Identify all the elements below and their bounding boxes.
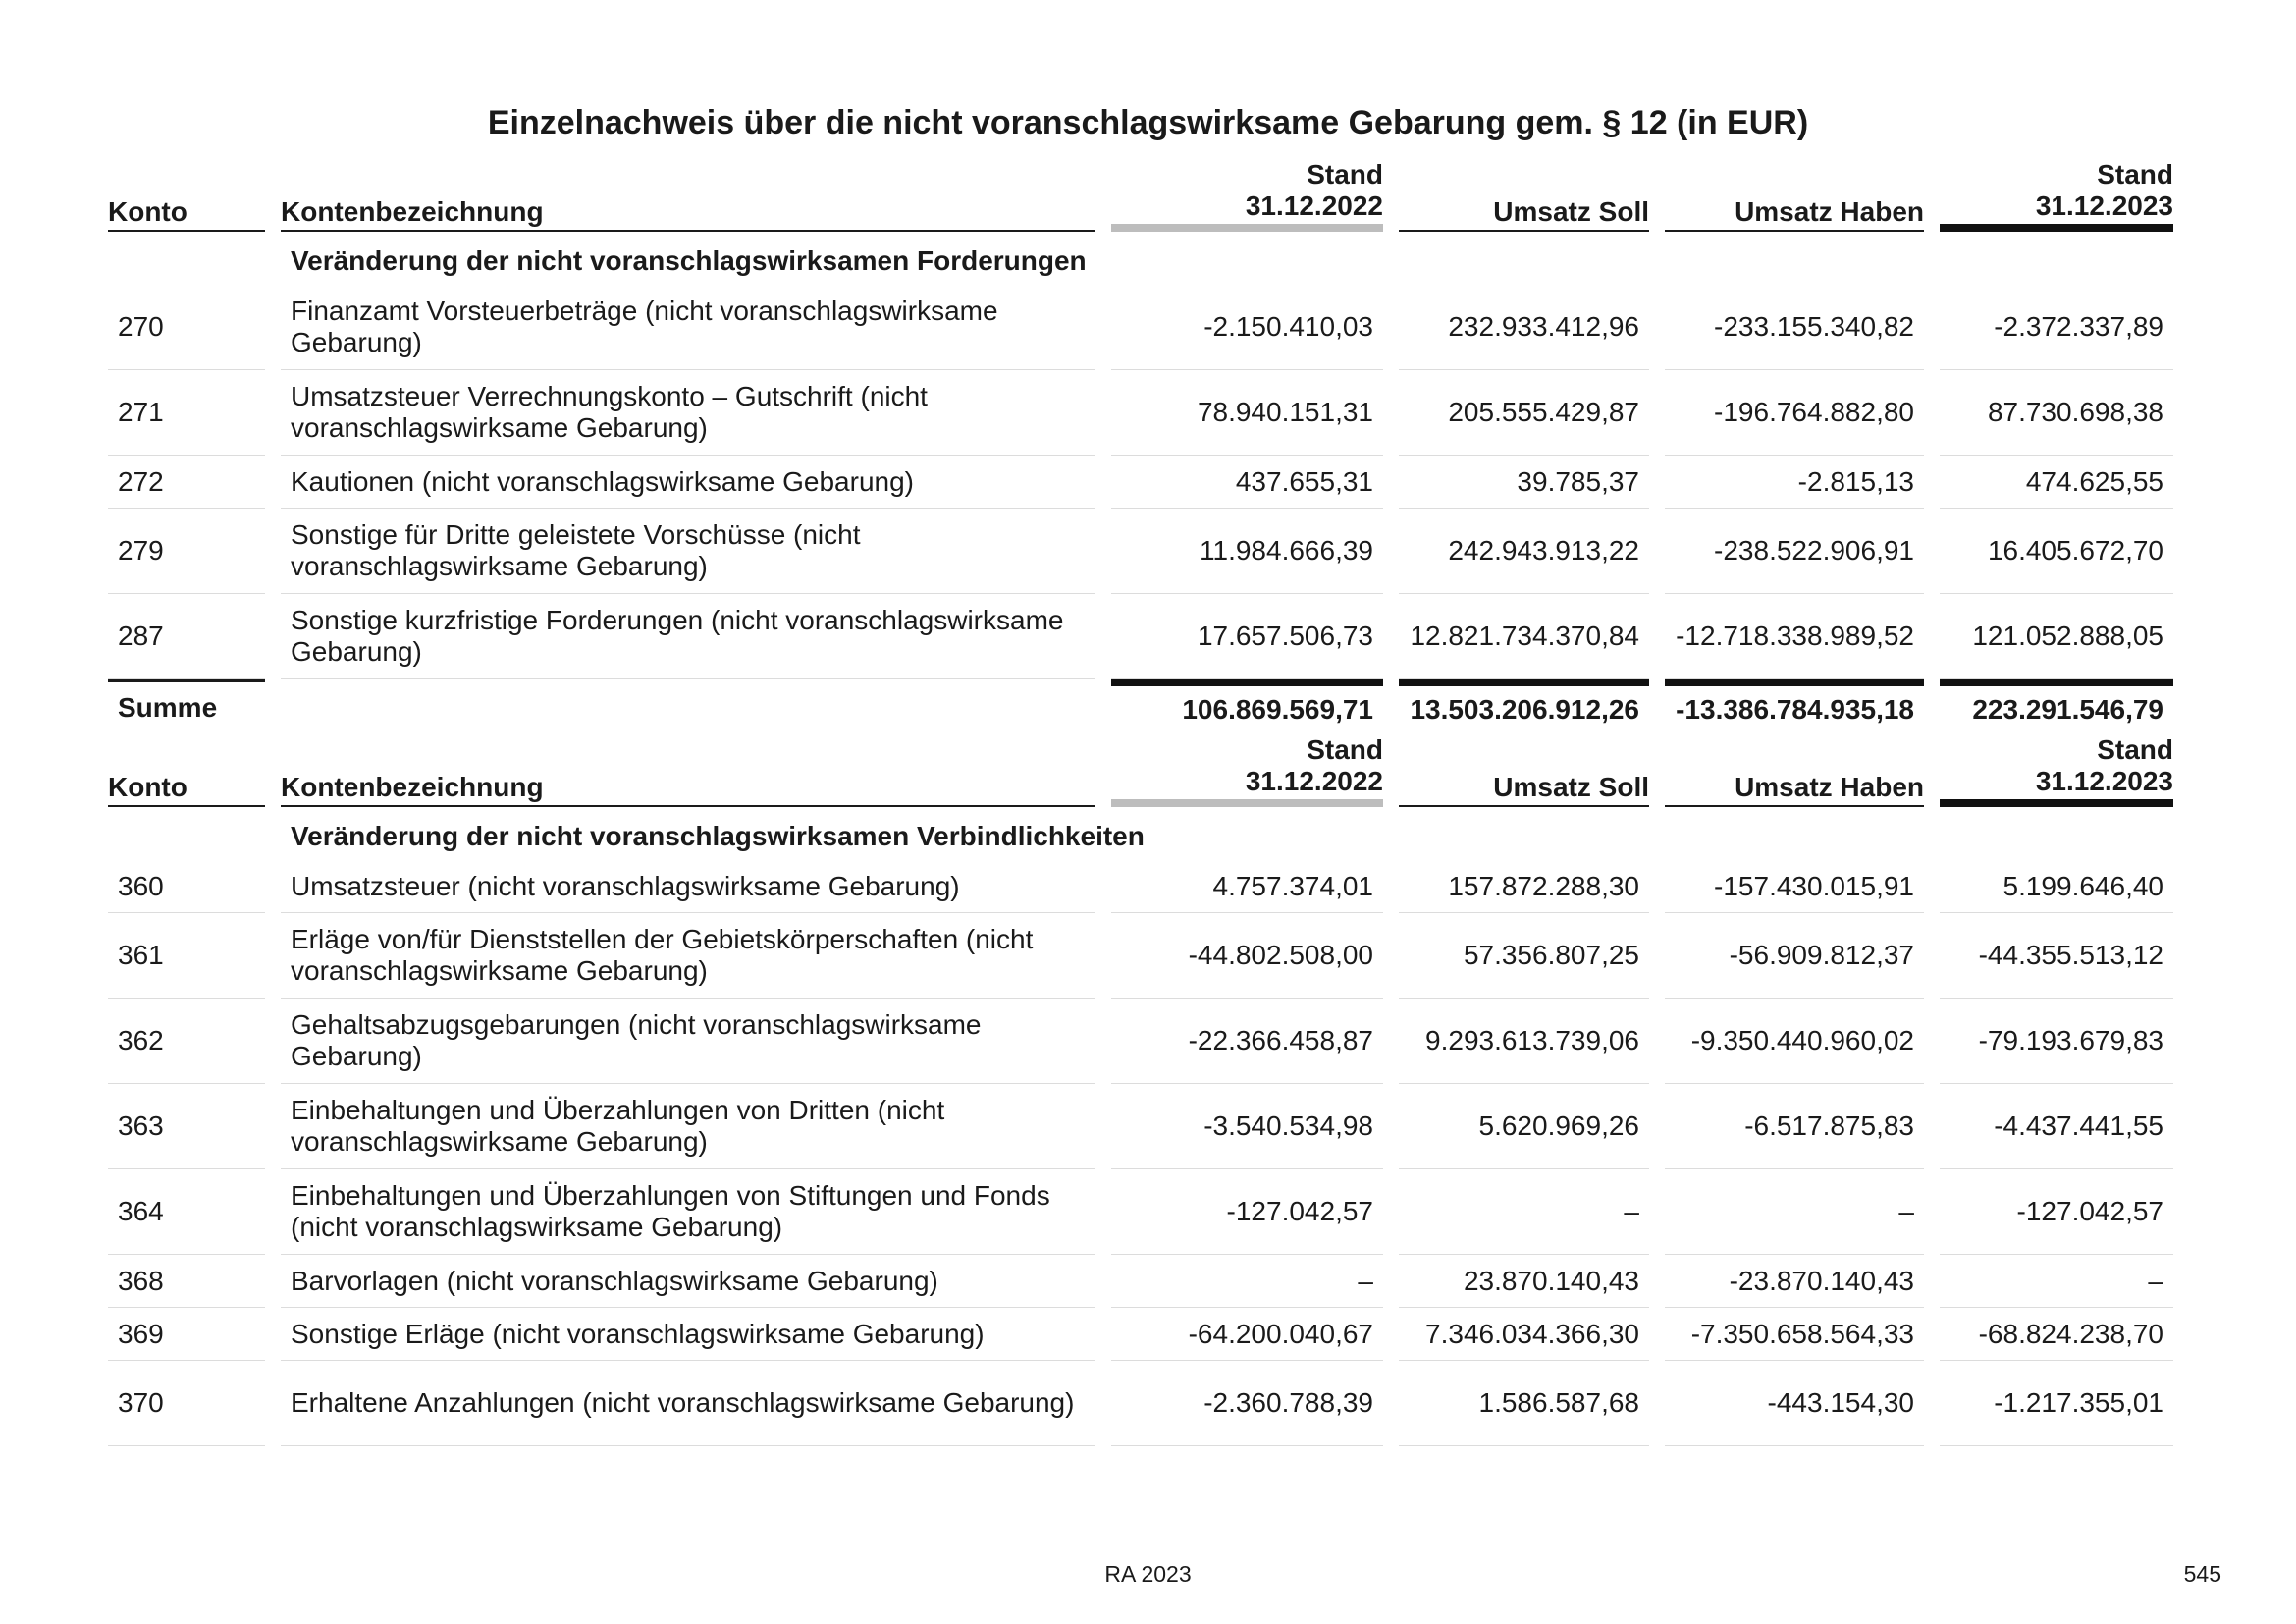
footer-page-number: 545 — [2183, 1561, 2221, 1587]
konto-cell: 369 — [108, 1308, 265, 1361]
konto-cell: 364 — [108, 1169, 265, 1255]
stand-curr-cell: -2.372.337,89 — [1940, 285, 2173, 370]
umsatz-soll-cell: 9.293.613.739,06 — [1399, 999, 1649, 1084]
umsatz-haben-cell: -56.909.812,37 — [1665, 913, 1924, 999]
umsatz-haben-cell: -12.718.338.989,52 — [1665, 594, 1924, 679]
umsatz-haben-cell: -157.430.015,91 — [1665, 860, 1924, 913]
stand-curr-cell: -1.217.355,01 — [1940, 1361, 2173, 1446]
umsatz-soll-cell: 1.586.587,68 — [1399, 1361, 1649, 1446]
kontenbezeichnung-cell: Umsatzsteuer (nicht voranschlagswirksame Gebarung) — [281, 860, 1095, 913]
table-verbindlichkeiten — [108, 734, 2177, 1446]
header-umsatz-soll: Umsatz Soll — [1399, 159, 1649, 232]
sum-umsatz-soll: 13.503.206.912,26 — [1399, 679, 1649, 733]
table-forderungen — [108, 159, 2177, 733]
umsatz-haben-cell: -443.154,30 — [1665, 1361, 1924, 1446]
stand-prev-cell: 78.940.151,31 — [1111, 370, 1383, 456]
kontenbezeichnung-cell: Einbehaltungen und Überzahlungen von Stiftungen und Fonds (nicht voranschlagswirksame Gebarung) — [281, 1169, 1095, 1255]
kontenbezeichnung-cell: Erläge von/für Dienststellen der Gebietskörperschaften (nicht voranschlagswirksame Gebarung) — [281, 913, 1095, 999]
umsatz-haben-cell: -7.350.658.564,33 — [1665, 1308, 1924, 1361]
kontenbezeichnung-cell: Finanzamt Vorsteuerbeträge (nicht voranschlagswirksame Gebarung) — [281, 285, 1095, 370]
header-umsatz-haben: Umsatz Haben — [1665, 159, 1924, 232]
umsatz-haben-cell: -233.155.340,82 — [1665, 285, 1924, 370]
umsatz-soll-cell: 12.821.734.370,84 — [1399, 594, 1649, 679]
stand-prev-cell: -3.540.534,98 — [1111, 1084, 1383, 1169]
konto-cell: 368 — [108, 1255, 265, 1308]
umsatz-haben-cell: -9.350.440.960,02 — [1665, 999, 1924, 1084]
stand-prev-cell: 437.655,31 — [1111, 456, 1383, 509]
page-title: Einzelnachweis über die nicht voranschlagswirksame Gebarung gem. § 12 (in EUR) — [487, 104, 1809, 141]
umsatz-soll-cell: 7.346.034.366,30 — [1399, 1308, 1649, 1361]
konto-cell: 362 — [108, 999, 265, 1084]
konto-cell: 360 — [108, 860, 265, 913]
stand-curr-cell: 16.405.672,70 — [1940, 509, 2173, 594]
sum-blank — [281, 679, 1095, 733]
stand-prev-cell: – — [1111, 1255, 1383, 1308]
kontenbezeichnung-cell: Umsatzsteuer Verrechnungskonto – Gutschrift (nicht voranschlagswirksame Gebarung) — [281, 370, 1095, 456]
sum-umsatz-haben: -13.386.784.935,18 — [1665, 679, 1924, 733]
header-kontenbezeichnung: Kontenbezeichnung — [281, 159, 1095, 232]
kontenbezeichnung-cell: Sonstige für Dritte geleistete Vorschüsse (nicht voranschlagswirksame Gebarung) — [281, 509, 1095, 594]
umsatz-soll-cell: 23.870.140,43 — [1399, 1255, 1649, 1308]
umsatz-haben-cell: -2.815,13 — [1665, 456, 1924, 509]
umsatz-soll-cell: 205.555.429,87 — [1399, 370, 1649, 456]
stand-curr-cell: -79.193.679,83 — [1940, 999, 2173, 1084]
sum-stand-prev: 106.869.569,71 — [1111, 679, 1383, 733]
kontenbezeichnung-cell: Erhaltene Anzahlungen (nicht voranschlagswirksame Gebarung) — [281, 1361, 1095, 1446]
kontenbezeichnung-cell: Einbehaltungen und Überzahlungen von Dritten (nicht voranschlagswirksame Gebarung) — [281, 1084, 1095, 1169]
section-spacer — [108, 232, 265, 285]
umsatz-soll-cell: 39.785,37 — [1399, 456, 1649, 509]
umsatz-soll-cell: 232.933.412,96 — [1399, 285, 1649, 370]
umsatz-soll-cell: – — [1399, 1169, 1649, 1255]
stand-prev-cell: -2.360.788,39 — [1111, 1361, 1383, 1446]
konto-cell: 370 — [108, 1361, 265, 1446]
konto-cell: 363 — [108, 1084, 265, 1169]
stand-curr-cell: 5.199.646,40 — [1940, 860, 2173, 913]
konto-cell: 270 — [108, 285, 265, 370]
header-stand-curr: Stand 31.12.2023 — [1940, 734, 2173, 807]
umsatz-soll-cell: 5.620.969,26 — [1399, 1084, 1649, 1169]
section-title-verbindlichkeiten: Veränderung der nicht voranschlagswirksamen Verbindlichkeiten — [291, 821, 1145, 851]
stand-curr-cell: 474.625,55 — [1940, 456, 2173, 509]
umsatz-haben-cell: -23.870.140,43 — [1665, 1255, 1924, 1308]
umsatz-soll-cell: 157.872.288,30 — [1399, 860, 1649, 913]
stand-prev-cell: -44.802.508,00 — [1111, 913, 1383, 999]
konto-cell: 271 — [108, 370, 265, 456]
stand-prev-cell: -127.042,57 — [1111, 1169, 1383, 1255]
header-umsatz-haben: Umsatz Haben — [1665, 734, 1924, 807]
umsatz-haben-cell: -238.522.906,91 — [1665, 509, 1924, 594]
stand-prev-cell: 17.657.506,73 — [1111, 594, 1383, 679]
umsatz-haben-cell: -196.764.882,80 — [1665, 370, 1924, 456]
stand-prev-cell: 11.984.666,39 — [1111, 509, 1383, 594]
stand-curr-cell: – — [1940, 1255, 2173, 1308]
header-stand-prev: Stand 31.12.2022 — [1111, 159, 1383, 232]
header-kontenbezeichnung: Kontenbezeichnung — [281, 734, 1095, 807]
umsatz-soll-cell: 242.943.913,22 — [1399, 509, 1649, 594]
sum-stand-curr: 223.291.546,79 — [1940, 679, 2173, 733]
section-spacer — [108, 807, 265, 860]
header-stand-prev: Stand 31.12.2022 — [1111, 734, 1383, 807]
konto-cell: 272 — [108, 456, 265, 509]
umsatz-haben-cell: -6.517.875,83 — [1665, 1084, 1924, 1169]
header-stand-curr: Stand 31.12.2023 — [1940, 159, 2173, 232]
header-konto: Konto — [108, 159, 265, 232]
footer-report-label: RA 2023 — [1104, 1561, 1192, 1587]
konto-cell: 361 — [108, 913, 265, 999]
umsatz-haben-cell: – — [1665, 1169, 1924, 1255]
section-spacer — [1399, 807, 2173, 860]
stand-prev-cell: -64.200.040,67 — [1111, 1308, 1383, 1361]
kontenbezeichnung-cell: Gehaltsabzugsgebarungen (nicht voranschlagswirksame Gebarung) — [281, 999, 1095, 1084]
stand-curr-cell: 87.730.698,38 — [1940, 370, 2173, 456]
header-umsatz-soll: Umsatz Soll — [1399, 734, 1649, 807]
kontenbezeichnung-cell: Sonstige kurzfristige Forderungen (nicht voranschlagswirksame Gebarung) — [281, 594, 1095, 679]
stand-curr-cell: -68.824.238,70 — [1940, 1308, 2173, 1361]
sum-label: Summe — [108, 679, 265, 733]
konto-cell: 279 — [108, 509, 265, 594]
umsatz-soll-cell: 57.356.807,25 — [1399, 913, 1649, 999]
kontenbezeichnung-cell: Barvorlagen (nicht voranschlagswirksame Gebarung) — [281, 1255, 1095, 1308]
header-konto: Konto — [108, 734, 265, 807]
stand-prev-cell: -2.150.410,03 — [1111, 285, 1383, 370]
stand-curr-cell: -4.437.441,55 — [1940, 1084, 2173, 1169]
section-title-forderungen: Veränderung der nicht voranschlagswirksamen Forderungen — [291, 245, 1087, 276]
stand-curr-cell: -44.355.513,12 — [1940, 913, 2173, 999]
stand-curr-cell: 121.052.888,05 — [1940, 594, 2173, 679]
kontenbezeichnung-cell: Sonstige Erläge (nicht voranschlagswirksame Gebarung) — [281, 1308, 1095, 1361]
kontenbezeichnung-cell: Kautionen (nicht voranschlagswirksame Gebarung) — [281, 456, 1095, 509]
stand-curr-cell: -127.042,57 — [1940, 1169, 2173, 1255]
stand-prev-cell: 4.757.374,01 — [1111, 860, 1383, 913]
stand-prev-cell: -22.366.458,87 — [1111, 999, 1383, 1084]
konto-cell: 287 — [108, 594, 265, 679]
